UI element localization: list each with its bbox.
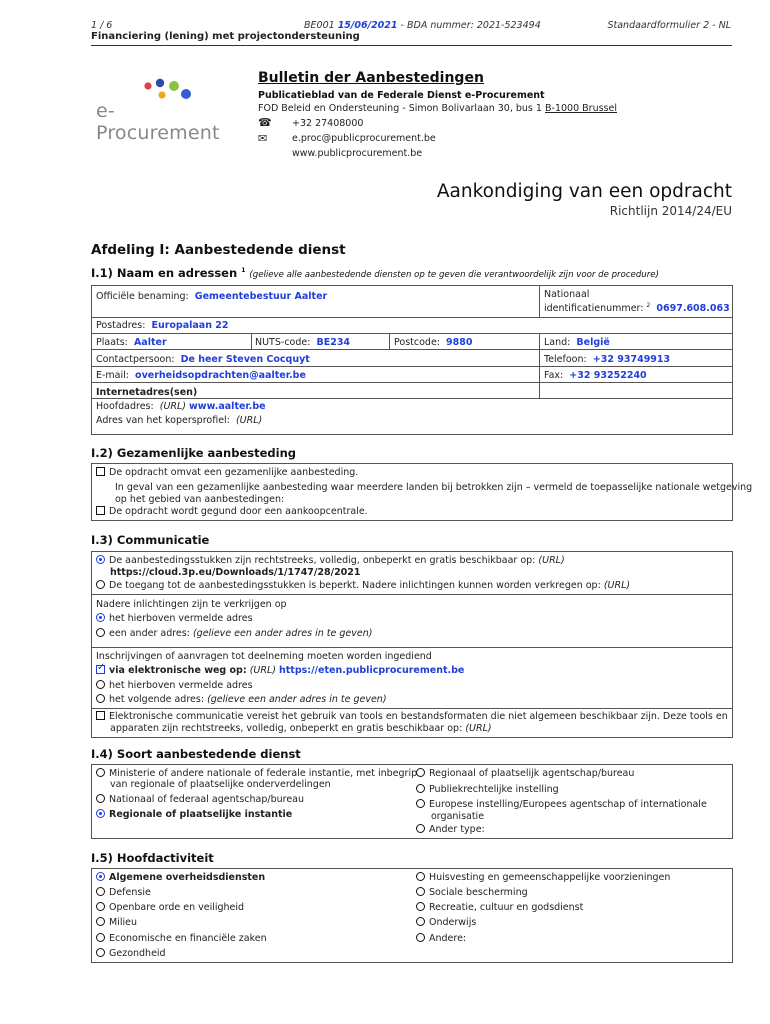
main-address-url-label: (URL) <box>159 401 186 412</box>
city-label: Plaats: <box>96 337 128 348</box>
authority-type-label: Publiekrechtelijke instelling <box>429 784 559 795</box>
submit-electronic-label: via elektronische weg op: <box>109 665 247 676</box>
radio-icon[interactable] <box>96 948 105 957</box>
official-name-value: Gemeentebestuur Aalter <box>194 291 328 302</box>
tools-label-2: apparaten zijn rechtstreeks, volledig, onbeperkt en gratis beschikbaar op: <box>110 723 463 734</box>
radio-icon[interactable] <box>96 580 105 589</box>
notice-title: Aankondiging van een opdracht <box>436 181 732 202</box>
info-option-above[interactable] <box>96 613 253 624</box>
radio-icon[interactable] <box>96 768 105 777</box>
s15-box <box>91 868 733 963</box>
email <box>96 370 306 381</box>
contact-person-label: Contactpersoon: <box>96 354 175 365</box>
s11-title: I.1) Naam en adressen <box>91 266 238 280</box>
url-label: (URL) <box>249 665 276 676</box>
checkbox-checked-icon[interactable] <box>96 665 105 674</box>
table-row-divider <box>92 382 732 383</box>
col-divider <box>539 286 540 317</box>
form-reference <box>304 20 541 31</box>
activity-option[interactable] <box>96 933 267 944</box>
checkbox-icon[interactable] <box>96 467 105 476</box>
activity-label: Onderwijs <box>429 917 477 928</box>
authority-type-label-2: organisatie <box>431 811 485 822</box>
activity-option[interactable] <box>416 917 476 928</box>
postal-address <box>96 320 229 331</box>
radio-icon[interactable] <box>416 933 425 942</box>
s14-title: I.4) Soort aanbestedende dienst <box>91 747 301 761</box>
country-label: Land: <box>544 337 571 348</box>
national-id-label: Nationaal <box>544 289 590 300</box>
radio-icon[interactable] <box>96 680 105 689</box>
publisher-address: FOD Beleid en Ondersteuning - Simon Bolivarlaan 30, bus 1 <box>258 103 542 114</box>
activity-label: Milieu <box>109 917 137 928</box>
authority-type-option[interactable] <box>96 768 417 779</box>
radio-icon[interactable] <box>416 799 425 808</box>
national-id-label-2: identificatienummer: <box>544 303 644 315</box>
activity-option[interactable] <box>96 902 244 913</box>
activity-label: Huisvesting en gemeenschappelijke voorzieningen <box>429 872 671 883</box>
checkbox-icon[interactable] <box>96 506 105 515</box>
activity-option[interactable] <box>96 872 265 883</box>
telephone <box>544 354 670 365</box>
activity-option[interactable] <box>96 948 166 959</box>
telephone-label: Telefoon: <box>544 354 587 365</box>
table-row-divider <box>92 398 732 399</box>
notice-directive: Richtlijn 2014/24/EU <box>609 204 732 218</box>
authority-type-label: Regionale of plaatselijke instantie <box>109 809 293 820</box>
authority-type-label: Nationaal of federaal agentschap/bureau <box>109 794 305 805</box>
radio-selected-icon[interactable] <box>96 613 105 622</box>
info-option-other-label: een ander adres: <box>109 628 190 639</box>
activity-label: Openbare orde en veiligheid <box>109 902 245 913</box>
table-row-divider <box>92 647 732 648</box>
authority-type-option[interactable] <box>96 809 292 820</box>
official-name-label: Officiële benaming: <box>96 291 189 302</box>
radio-icon[interactable] <box>96 933 105 942</box>
radio-icon[interactable] <box>416 872 425 881</box>
url-label: (URL) <box>465 723 492 734</box>
tools-label-1: Elektronische communicatie vereist het gebruik van tools en bestandsformaten die niet algemeen beschikbaar zijn. Deze tools en <box>109 711 728 722</box>
radio-icon[interactable] <box>96 917 105 926</box>
s12-box <box>91 463 753 521</box>
authority-type-option[interactable] <box>416 768 634 779</box>
fax-label: Fax: <box>544 370 564 381</box>
docs-unrestricted-option[interactable] <box>96 555 565 566</box>
tools-line-2 <box>110 723 492 734</box>
header-divider <box>91 45 732 46</box>
central-purchasing-option[interactable] <box>96 506 368 517</box>
publication-date: 15/06/2021 <box>337 20 398 31</box>
authority-type-label: Ministerie of andere nationale of federale instantie, met inbegrip <box>109 768 418 779</box>
url-label: (URL) <box>603 580 631 591</box>
publisher-email[interactable]: e.proc@publicprocurement.be <box>292 133 436 144</box>
joint-procurement-note-1: In geval van een gezamenlijke aanbesteding waar meerdere landen bij betrokken zijn – vermeld de toepasselijke nationale wetgeving <box>115 482 753 493</box>
submit-url[interactable]: https://eten.publicprocurement.be <box>278 665 465 676</box>
activity-label: Sociale bescherming <box>429 887 528 898</box>
s11-note: (gelieve alle aanbestedende diensten op te geven die verantwoordelijk zijn voor de procedure) <box>249 270 659 280</box>
docs-url[interactable]: https://cloud.3p.eu/Downloads/1/1747/28/2021 <box>110 567 361 578</box>
activity-label: Defensie <box>109 887 151 898</box>
bulletin-subtitle: Publicatieblad van de Federale Dienst e-Procurement <box>258 90 545 101</box>
publisher-web[interactable]: www.publicprocurement.be <box>292 148 423 159</box>
city-value: Aalter <box>133 337 167 348</box>
docs-restricted-option[interactable] <box>96 580 630 591</box>
main-address <box>96 401 266 412</box>
activity-option[interactable] <box>416 887 528 898</box>
radio-icon[interactable] <box>96 794 105 803</box>
envelope-icon: ✉ <box>258 132 268 145</box>
telephone-icon: ☎ <box>258 116 272 129</box>
radio-icon[interactable] <box>96 694 105 703</box>
contact-person <box>96 354 310 365</box>
s11-address-table <box>91 285 733 435</box>
submit-electronic-option[interactable] <box>96 665 464 676</box>
radio-icon[interactable] <box>96 887 105 896</box>
nuts-code <box>255 337 350 348</box>
national-id-sup: 2 <box>646 302 651 309</box>
radio-icon[interactable] <box>416 768 425 777</box>
activity-label: Economische en financiële zaken <box>109 933 267 944</box>
activity-label: Algemene overheidsdiensten <box>109 872 266 883</box>
s14-box <box>91 764 733 839</box>
s11-heading <box>91 266 659 280</box>
buyer-profile-label: Adres van het kopersprofiel: <box>96 415 230 426</box>
submit-above-label: het hierboven vermelde adres <box>109 680 253 691</box>
national-id <box>544 302 730 314</box>
info-title: Nadere inlichtingen zijn te verkrijgen op <box>96 599 287 610</box>
s13-box <box>91 551 733 738</box>
form-id: BE001 <box>304 20 335 31</box>
main-address-label: Hoofdadres: <box>96 401 154 412</box>
telephone-value: +32 93749913 <box>592 354 671 365</box>
logo-wordmark: e-Procurement <box>96 100 220 144</box>
docs-restricted-label: De toegang tot de aanbestedingsstukken is beperkt. Nadere inlichtingen kunnen worden verkregen op: <box>109 580 601 591</box>
activity-option[interactable] <box>416 933 466 944</box>
bda-number: - BDA nummer: 2021-523494 <box>400 20 541 31</box>
activity-option[interactable] <box>416 872 670 883</box>
s12-title: I.2) Gezamenlijke aanbesteding <box>91 446 297 460</box>
official-name <box>96 291 327 302</box>
table-row-divider <box>92 708 732 709</box>
table-row-divider <box>92 366 732 367</box>
email-label: E-mail: <box>96 370 129 381</box>
authority-type-option[interactable] <box>416 784 559 795</box>
info-option-above-label: het hierboven vermelde adres <box>109 613 253 624</box>
country <box>544 337 610 348</box>
radio-selected-icon[interactable] <box>96 809 105 818</box>
submit-other-option[interactable] <box>96 694 387 705</box>
buyer-profile-url-label: (URL) <box>235 415 263 426</box>
fax <box>544 370 647 381</box>
docs-unrestricted-label: De aanbestedingsstukken zijn rechtstreeks, volledig, onbeperkt en gratis beschikbaar op: <box>109 555 536 566</box>
publisher-city: B-1000 Brussel <box>545 103 617 114</box>
radio-icon[interactable] <box>416 887 425 896</box>
activity-option[interactable] <box>416 902 583 913</box>
radio-icon[interactable] <box>416 917 425 926</box>
joint-procurement-label: De opdracht omvat een gezamenlijke aanbesteding. <box>109 467 359 478</box>
joint-procurement-option[interactable] <box>96 467 358 478</box>
info-option-other[interactable] <box>96 628 372 639</box>
col-divider <box>539 334 540 398</box>
postcode-value: 9880 <box>446 337 473 348</box>
col-divider <box>251 334 252 349</box>
authority-type-label: Ander type: <box>429 824 485 835</box>
main-address-value[interactable]: www.aalter.be <box>189 401 266 412</box>
radio-icon[interactable] <box>96 902 105 911</box>
postcode <box>394 337 473 348</box>
e-procurement-logo <box>96 76 222 144</box>
activity-label: Recreatie, cultuur en godsdienst <box>429 902 584 913</box>
tools-option[interactable] <box>96 711 728 722</box>
buyer-profile <box>96 415 262 426</box>
form-type: Standaardformulier 2 - NL <box>607 20 731 31</box>
checkbox-icon[interactable] <box>96 711 105 720</box>
submit-above-option[interactable] <box>96 680 253 691</box>
table-row-divider <box>92 333 732 334</box>
table-row-divider <box>92 317 732 318</box>
radio-icon[interactable] <box>96 628 105 637</box>
radio-selected-icon[interactable] <box>96 872 105 881</box>
table-row-divider <box>92 594 732 595</box>
s15-title: I.5) Hoofdactiviteit <box>91 851 214 865</box>
s13-title: I.3) Communicatie <box>91 533 210 547</box>
authority-type-label: Regionaal of plaatselijk agentschap/bureau <box>429 768 635 779</box>
city <box>96 337 167 348</box>
authority-type-option[interactable] <box>416 799 707 810</box>
activity-label: Andere: <box>429 933 467 944</box>
nuts-code-value: BE234 <box>316 337 351 348</box>
bulletin-title: Bulletin der Aanbestedingen <box>258 70 484 86</box>
authority-type-label-2: van regionale of plaatselijke onderverdelingen <box>110 779 331 790</box>
section-title: Afdeling I: Aanbestedende dienst <box>91 242 346 258</box>
url-label: (URL) <box>538 555 565 566</box>
page-number: 1 / 6 <box>91 20 113 31</box>
radio-icon[interactable] <box>416 784 425 793</box>
activity-option[interactable] <box>96 887 151 898</box>
submit-title: Inschrijvingen of aanvragen tot deelneming moeten worden ingediend <box>96 651 432 662</box>
authority-type-option[interactable] <box>416 824 485 835</box>
activity-label: Gezondheid <box>109 948 166 959</box>
contact-person-value: De heer Steven Cocquyt <box>180 354 310 365</box>
nuts-code-label: NUTS-code: <box>255 337 311 348</box>
country-value: België <box>576 337 610 348</box>
postal-address-label: Postadres: <box>96 320 146 331</box>
joint-procurement-note-2: op het gebied van aanbestedingen: <box>115 494 285 505</box>
submit-other-label: het volgende adres: <box>109 694 205 705</box>
email-value[interactable]: overheidsopdrachten@aalter.be <box>135 370 306 381</box>
activity-option[interactable] <box>96 917 137 928</box>
radio-icon[interactable] <box>416 902 425 911</box>
postcode-label: Postcode: <box>394 337 440 348</box>
internet-title: Internetadres(sen) <box>96 387 198 398</box>
publisher-phone: +32 27408000 <box>292 118 364 129</box>
authority-type-option[interactable] <box>96 794 304 805</box>
national-id-value: 0697.608.063 <box>656 303 730 315</box>
info-option-other-note: (gelieve een ander adres in te geven) <box>192 628 373 639</box>
table-row-divider <box>92 349 732 350</box>
submit-other-note: (gelieve een ander adres in te geven) <box>207 694 387 705</box>
authority-type-label: Europese instelling/Europees agentschap of internationale <box>429 799 707 810</box>
postal-address-value: Europalaan 22 <box>151 320 229 331</box>
fax-value: +32 93252240 <box>569 370 647 381</box>
notice-subtitle: Financiering (lening) met projectondersteuning <box>91 31 360 42</box>
col-divider <box>389 334 390 349</box>
s11-sup: 1 <box>241 267 246 275</box>
radio-selected-icon[interactable] <box>96 555 105 564</box>
central-purchasing-label: De opdracht wordt gegund door een aankoopcentrale. <box>109 506 368 517</box>
radio-icon[interactable] <box>416 824 425 833</box>
